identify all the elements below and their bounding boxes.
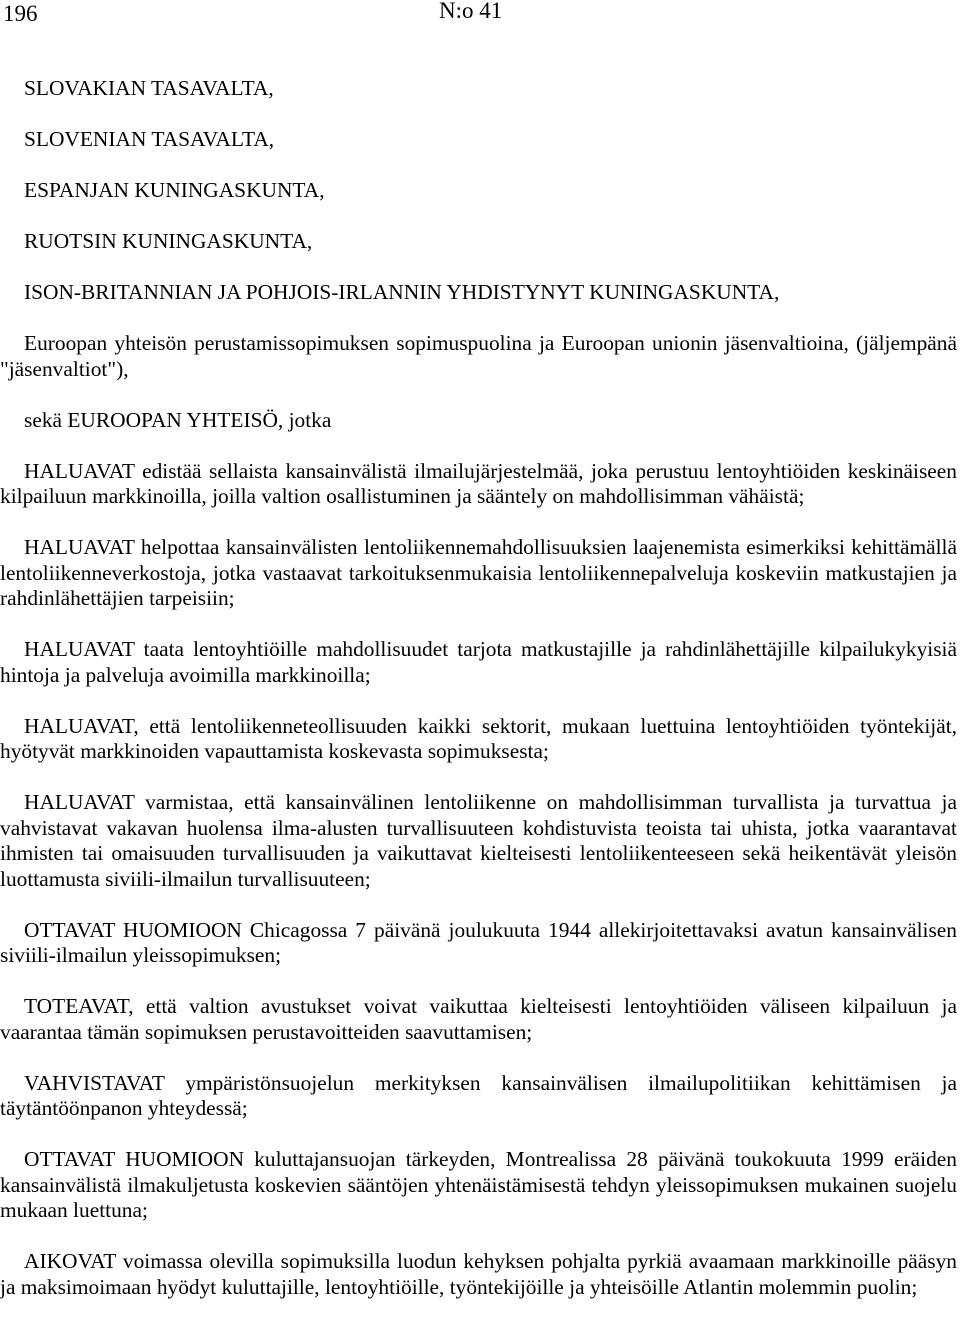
recital-paragraph: HALUAVAT taata lentoyhtiöille mahdollisuudet tarjota matkustajille ja rahdinlähettäjille kilpailukykyisiä hintoja ja palveluja avoimilla markkinoilla; <box>0 637 957 687</box>
recital-paragraph: AIKOVAT voimassa olevilla sopimuksilla luodun kehyksen pohjalta pyrkiä avaamaan markkinoille pääsyn ja maksimoimaan hyödyt kuluttajille, lentoyhtiöille, työntekijöille ja yhteisöille Atlantin molemmin puolin; <box>0 1249 957 1299</box>
page-header <box>0 0 960 30</box>
party-name: ESPANJAN KUNINGASKUNTA, <box>24 178 325 202</box>
recital-paragraph: VAHVISTAVAT ympäristönsuojelun merkityksen kansainvälisen ilmailupolitiikan kehittämisen ja täytäntöönpanon yhteydessä; <box>0 1070 957 1120</box>
recital-paragraph: OTTAVAT HUOMIOON kuluttajansuojan tärkeyden, Montrealissa 28 päivänä toukokuuta 1999 eräiden kansainvälistä ilmakuljetusta koskevien sääntöjen yhtenäistämisestä tehdyn yleissopimuksen mukainen suojelu mukaan luettuna; <box>0 1147 957 1222</box>
recital-paragraph: HALUAVAT, että lentoliikenneteollisuuden kaikki sektorit, mukaan luettuina lentoyhtiöiden työntekijät, hyötyvät markkinoiden vapauttamista koskevasta sopimuksesta; <box>0 713 957 763</box>
party-name: SLOVAKIAN TASAVALTA, <box>24 76 274 100</box>
preamble-paragraph: sekä EUROOPAN YHTEISÖ, jotka <box>24 407 332 432</box>
party-name: ISON-BRITANNIAN JA POHJOIS-IRLANNIN YHDISTYNYT KUNINGASKUNTA, <box>24 280 780 304</box>
party-name: SLOVENIAN TASAVALTA, <box>24 127 275 151</box>
preamble-paragraph: Euroopan yhteisön perustamissopimuksen sopimuspuolina ja Euroopan unionin jäsenvaltioina, (jäljempänä "jäsenvaltiot"), <box>0 331 957 381</box>
recital-paragraph: OTTAVAT HUOMIOON Chicagossa 7 päivänä joulukuuta 1944 allekirjoitettavaksi avatun kansainvälisen siviili-ilmailun yleissopimuksen; <box>0 917 957 967</box>
document-body <box>0 76 957 1326</box>
recital-paragraph: HALUAVAT edistää sellaista kansainvälistä ilmailujärjestelmää, joka perustuu lentoyhtiöiden keskinäiseen kilpailuun markkinoilla, joilla valtion osallistuminen ja sääntely on mahdollisimman vähäistä; <box>0 458 957 508</box>
issue-number: N:o 41 <box>439 0 503 23</box>
recital-paragraph: TOTEAVAT, että valtion avustukset voivat vaikuttaa kielteisesti lentoyhtiöiden väliseen kilpailuun ja vaarantaa tämän sopimuksen perustavoitteiden saavuttamisen; <box>0 994 957 1044</box>
page-number: 196 <box>3 1 38 26</box>
recital-paragraph: HALUAVAT helpottaa kansainvälisten lentoliikennemahdollisuuksien laajenemista esimerkiksi kehittämällä lentoliikenneverkostoja, jotka vastaavat tarkoituksenmukaisia lentoliikennepalveluja koskeviin matkustajien ja rahdinlähettäjien tarpeisiin; <box>0 535 957 610</box>
recital-paragraph: HALUAVAT varmistaa, että kansainvälinen lentoliikenne on mahdollisimman turvallista ja turvattua ja vahvistavat vakavan huolensa ilma-alusten turvallisuuteen kohdistuvista teoista tai uhista, jotka vaarantavat ihmisten tai omaisuuden turvallisuuden ja vaikuttavat kielteisesti lentoliikenteeseen sekä heikentävät yleisön luottamusta siviili-ilmailun turvallisuuteen; <box>0 790 957 891</box>
party-name: RUOTSIN KUNINGASKUNTA, <box>24 229 313 253</box>
